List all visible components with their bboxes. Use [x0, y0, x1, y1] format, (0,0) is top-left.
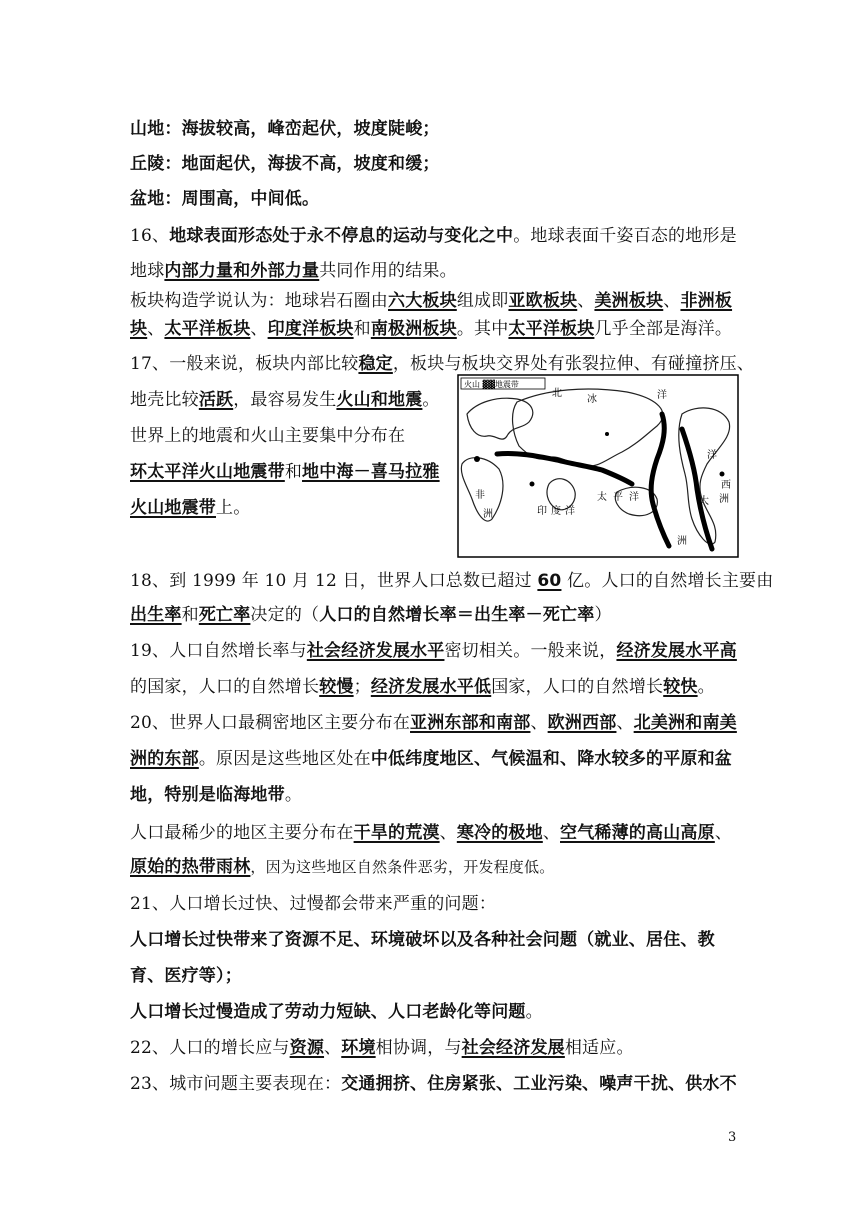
- key-term: 北美洲和南美: [633, 713, 737, 733]
- key-term: 六大板块: [388, 291, 457, 311]
- text-line: [130, 856, 554, 878]
- key-term: 亚欧板块: [508, 291, 578, 311]
- text-line: [130, 784, 302, 806]
- world-volcano-earthquake-map: [457, 374, 739, 558]
- map-legend: 火山 ▓▓地震带: [464, 380, 519, 389]
- text-segment: 、: [324, 1038, 342, 1058]
- key-term: 内部力量和外部力量: [164, 261, 320, 281]
- key-term: 印度洋板块: [267, 319, 354, 339]
- key-term: 亚洲东部和南部: [410, 713, 531, 733]
- text-segment: 上。: [216, 498, 251, 518]
- text-segment: 。原因是这些地区处在: [198, 749, 371, 769]
- map-label: 洋: [707, 450, 717, 461]
- text-line: [130, 1037, 634, 1059]
- key-term: 地中海－喜马拉雅: [302, 462, 440, 482]
- text-segment: 、: [542, 823, 561, 843]
- key-term: 稳定: [358, 354, 393, 374]
- key-term: 美洲板块: [594, 291, 664, 311]
- text-segment: 、: [616, 713, 634, 733]
- text-segment: 亿。人口的自然增长主要由: [561, 571, 774, 591]
- text-line: [130, 118, 440, 140]
- text-line: [130, 389, 440, 411]
- text-segment: 相适应。: [564, 1038, 634, 1058]
- key-term: 空气稀薄的高山高原: [560, 823, 715, 843]
- map-label: 北: [552, 388, 562, 399]
- key-term: 出生率: [130, 605, 182, 625]
- key-term: 火山和地震: [336, 390, 423, 410]
- key-term: 经济发展水平低: [370, 677, 492, 697]
- text-segment: ，板块与板块交界处有张裂拉伸、有碰撞挤压、: [392, 354, 755, 374]
- map-label: 度: [551, 506, 561, 517]
- text-segment: 人口最稀少的地区主要分布在: [130, 823, 354, 843]
- text-segment: 地壳比较: [130, 390, 199, 410]
- map-label: 洲: [483, 509, 493, 520]
- text-segment: 18、到 1999 年 10 月 12 日，世界人口总数已超过: [130, 571, 538, 591]
- text-segment: ，最容易发生: [233, 390, 337, 410]
- text-segment: 国家，人口的自然增长: [491, 677, 664, 697]
- text-line: [130, 893, 496, 915]
- key-term: 寒冷的极地: [456, 823, 543, 843]
- map-label: 洋: [657, 390, 667, 401]
- text-segment: 山地：海拔较高，峰峦起伏，坡度陡峻；: [130, 119, 440, 139]
- text-line: [130, 225, 737, 247]
- text-segment: 盆地：周围高，中间低。: [130, 189, 320, 209]
- text-line: [130, 318, 732, 340]
- text-segment: 地，特别是临海地带: [130, 785, 285, 805]
- map-label: 太: [597, 492, 607, 503]
- text-segment: 人口的自然增长率＝出生率－死亡率: [319, 605, 595, 625]
- text-segment: 。: [525, 1002, 543, 1022]
- map-label: 大: [699, 496, 709, 507]
- text-segment: 地球表面形态处于永不停息的运动与变化之中: [169, 226, 514, 246]
- text-segment: 密切相关。一般来说，: [444, 641, 617, 661]
- map-label: 平: [613, 492, 623, 503]
- text-line: [130, 188, 319, 210]
- text-segment: 共同作用的结果。: [319, 261, 457, 281]
- text-segment: 组成即: [456, 291, 509, 311]
- key-term: 原始的热带雨林: [130, 857, 251, 877]
- text-segment: 19、人口自然增长率与: [130, 641, 307, 661]
- key-term: 太平洋板块: [164, 319, 251, 339]
- text-line: [130, 461, 440, 483]
- key-term: 南极洲板块: [370, 319, 457, 339]
- key-term: 死亡率: [198, 605, 251, 625]
- text-segment: 、: [577, 291, 595, 311]
- key-term: 资源: [289, 1038, 325, 1058]
- text-segment: 和: [284, 462, 303, 482]
- text-segment: 的国家，人口的自然增长: [130, 677, 320, 697]
- map-label: 西: [721, 480, 731, 491]
- text-segment: 育、医疗等）；: [130, 966, 242, 986]
- map-label: 洋: [629, 492, 639, 503]
- text-segment: ；: [353, 677, 371, 697]
- text-line: [130, 712, 737, 734]
- key-term: 较慢: [319, 677, 354, 697]
- key-term: 社会经济发展: [461, 1038, 565, 1058]
- map-label: 印: [537, 506, 547, 517]
- text-segment: 和: [353, 319, 371, 339]
- text-line: [130, 822, 732, 844]
- key-term: 干旱的荒漠: [353, 823, 440, 843]
- key-term: 经济发展水平高: [616, 641, 737, 661]
- key-term: 环境: [341, 1038, 376, 1058]
- key-term: 块: [130, 319, 148, 339]
- text-line: [130, 676, 715, 698]
- text-line: [130, 604, 612, 626]
- text-segment: 交通拥挤、住房紧张、工业污染、噪声干扰、供水不: [341, 1074, 737, 1094]
- text-segment: 。: [697, 677, 715, 697]
- text-line: [130, 570, 773, 592]
- text-segment: 人口增长过快带来了资源不足、环境破坏以及各种社会问题（就业、居住、教: [130, 930, 715, 950]
- map-label: 洲: [677, 536, 687, 547]
- key-term: 社会经济发展水平: [306, 641, 445, 661]
- text-segment: 相协调，与: [375, 1038, 462, 1058]
- text-segment: 。: [422, 390, 440, 410]
- text-segment: 地球: [130, 261, 165, 281]
- text-segment: ，因为这些地区自然条件恶劣，开发程度低。: [250, 858, 555, 876]
- key-term: 火山地震带: [130, 498, 216, 518]
- text-segment: 23、城市问题主要表现在：: [130, 1074, 342, 1094]
- map-label: 非: [475, 490, 485, 501]
- text-segment: 、: [663, 291, 681, 311]
- text-line: [130, 290, 732, 312]
- text-line: [130, 1073, 737, 1095]
- map-label: 洲: [719, 494, 729, 505]
- text-segment: 17、一般来说，板块内部比较: [130, 354, 359, 374]
- text-segment: 。其中: [456, 319, 509, 339]
- text-segment: 板块构造学说认为：地球岩石圈由: [130, 291, 388, 311]
- text-segment: 20、世界人口最稠密地区主要分布在: [130, 713, 411, 733]
- text-segment: 。: [284, 785, 303, 805]
- text-segment: 中低纬度地区、气候温和、降水较多的平原和盆: [370, 749, 733, 769]
- text-segment: 21、人口增长过快、过慢都会带来严重的问题：: [130, 894, 497, 914]
- text-segment: 、: [714, 823, 733, 843]
- text-line: [130, 965, 242, 987]
- text-line: [130, 1001, 543, 1023]
- text-line: [130, 153, 440, 175]
- key-term: 60: [537, 571, 562, 591]
- text-line: [130, 640, 737, 662]
- key-term: 环太平洋火山地震带: [130, 462, 285, 482]
- text-segment: 、: [147, 319, 165, 339]
- page-number: 3: [728, 1130, 737, 1145]
- text-line: [130, 929, 715, 951]
- text-segment: 和: [181, 605, 199, 625]
- key-term: 洲的东部: [130, 749, 199, 769]
- key-term: 较快: [663, 677, 698, 697]
- text-segment: 。地球表面千姿百态的地形是: [513, 226, 737, 246]
- key-term: 活跃: [198, 390, 234, 410]
- text-line: [130, 260, 457, 282]
- text-line: [130, 748, 732, 770]
- text-segment: 几乎全部是海洋。: [594, 319, 733, 339]
- map-label: 冰: [587, 394, 597, 405]
- key-term: 非洲板: [680, 291, 733, 311]
- map-label: 洋: [565, 506, 575, 517]
- text-line: [130, 425, 405, 447]
- text-segment: 、: [250, 319, 268, 339]
- text-segment: 16、: [130, 226, 170, 246]
- text-segment: 丘陵：地面起伏，海拔不高，坡度和缓；: [130, 154, 440, 174]
- key-term: 欧洲西部: [547, 713, 617, 733]
- text-segment: ）: [594, 605, 612, 625]
- text-line: [130, 353, 754, 375]
- text-line: [130, 497, 250, 519]
- key-term: 太平洋板块: [508, 319, 595, 339]
- text-segment: 世界上的地震和火山主要集中分布在: [130, 426, 406, 446]
- text-segment: 、: [439, 823, 457, 843]
- text-segment: 22、人口的增长应与: [130, 1038, 290, 1058]
- text-segment: 人口增长过慢造成了劳动力短缺、人口老龄化等问题: [130, 1002, 526, 1022]
- text-segment: 、: [530, 713, 548, 733]
- text-segment: 决定的（: [250, 605, 320, 625]
